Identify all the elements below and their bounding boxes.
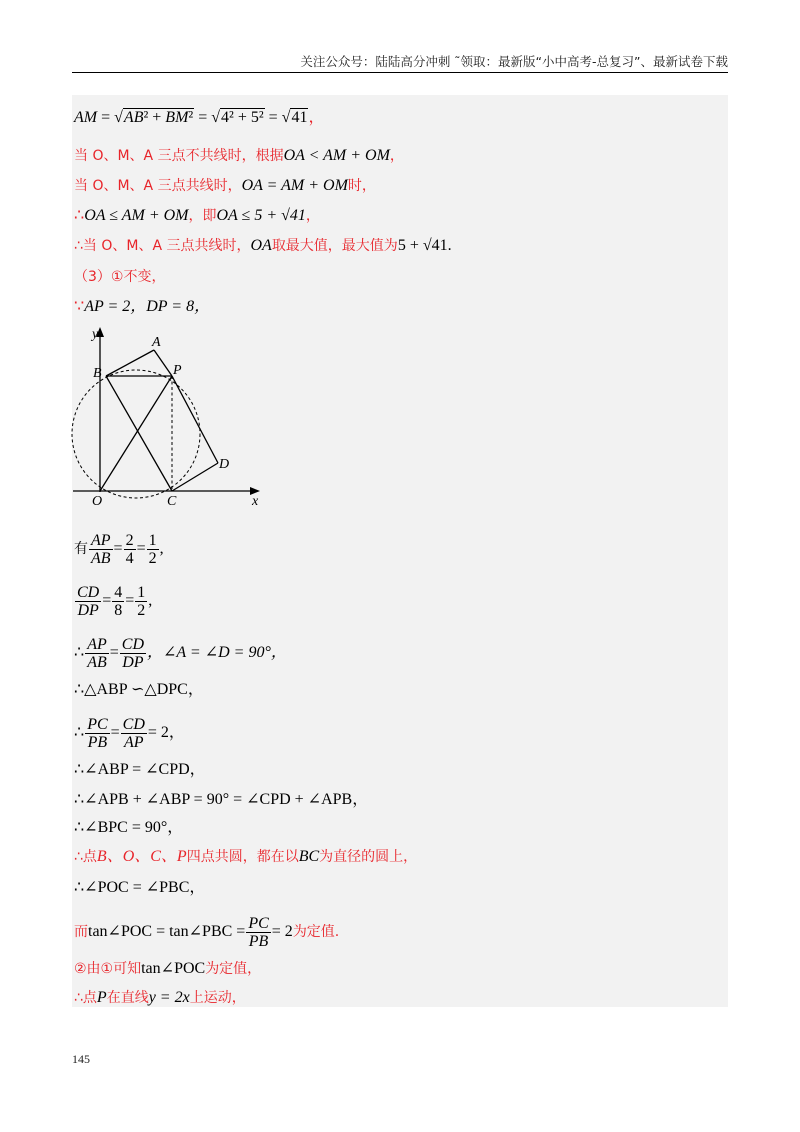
geometry-figure (68, 322, 268, 512)
step-collinear: 当 O、M、A 三点共线时，OA = AM + OM时， (74, 177, 376, 194)
label-c: C (167, 494, 177, 509)
segment-bc (106, 376, 172, 491)
step-locus-line: ∴点P在直线y = 2x上运动， (74, 989, 246, 1006)
part3-second-step: ②由①可知tan∠POC为定值， (74, 960, 262, 977)
header-rule (72, 72, 728, 73)
label-x: x (252, 494, 259, 509)
step-not-collinear: 当 O、M、A 三点不共线时，根据OA < AM + OM， (74, 147, 404, 164)
step-angle-sum: ∴∠APB + ∠ABP = 90° = ∠CPD + ∠APB， (74, 791, 369, 808)
segment-pd (172, 376, 218, 463)
step-tan-value: 而tan∠POC = tan∠PBC = $\frac{PC}{PB}$ = 2为定值. (74, 915, 340, 950)
step-inequality: ∴OA ≤ AM + OM，即OA ≤ 5 + √41， (74, 207, 320, 224)
segment-op (100, 376, 172, 491)
step-angle-poc: ∴∠POC = ∠PBC， (74, 879, 206, 896)
segment-ap (154, 350, 172, 376)
solution-panel (72, 95, 728, 1007)
step-equal-ratios: ∴ $\frac{AP}{AB}$ = $\frac{CD}{DP}$ ，∠A = ∠D = 90°， (74, 636, 287, 671)
step-max-value: ∴当 O、M、A 三点共线时，OA取最大值，最大值为5 + √41. (74, 237, 452, 254)
label-d: D (219, 457, 230, 472)
page-header: 关注公众号：陆陆高分冲刺 ˜领取：最新版“小中高考-总复习”、最新试卷下载 (300, 54, 728, 69)
step-ratio-pc-pb: ∴ $\frac{PC}{PB}$ = $\frac{CD}{AP}$ = 2， (74, 716, 185, 751)
step-similar-triangles: ∴△ABP ∽△DPC， (74, 681, 204, 698)
label-y: y (92, 327, 99, 342)
step-angle-bpc: ∴∠BPC = 90°， (74, 819, 184, 836)
label-a: A (152, 335, 161, 350)
step-concyclic: ∴点B、O、C、P四点共圆，都在以BC为直径的圆上， (74, 848, 418, 865)
step-ratio-cd-dp: $\frac{CD}{DP}$ = $\frac{4}{8}$ = $\frac{1}{2}$ , (77, 584, 153, 619)
page-number: 145 (72, 1052, 90, 1066)
label-o: O (92, 494, 103, 509)
step-am-length: AM = √AB² + BM² = √4² + 5² = √41， (74, 109, 325, 126)
step-given-lengths: ∵AP = 2，DP = 8， (74, 298, 211, 315)
step-angle-abp: ∴∠ABP = ∠CPD， (74, 761, 206, 778)
step-ratio-ap-ab: 有 $\frac{AP}{AB}$ = $\frac{2}{4}$ = $\frac{1}{2}$ , (74, 532, 164, 567)
part3-heading: （3）①不变， (74, 269, 166, 285)
segment-dc (172, 463, 218, 491)
label-b: B (93, 366, 102, 381)
label-p: P (173, 363, 182, 378)
segment-ba (106, 350, 154, 376)
